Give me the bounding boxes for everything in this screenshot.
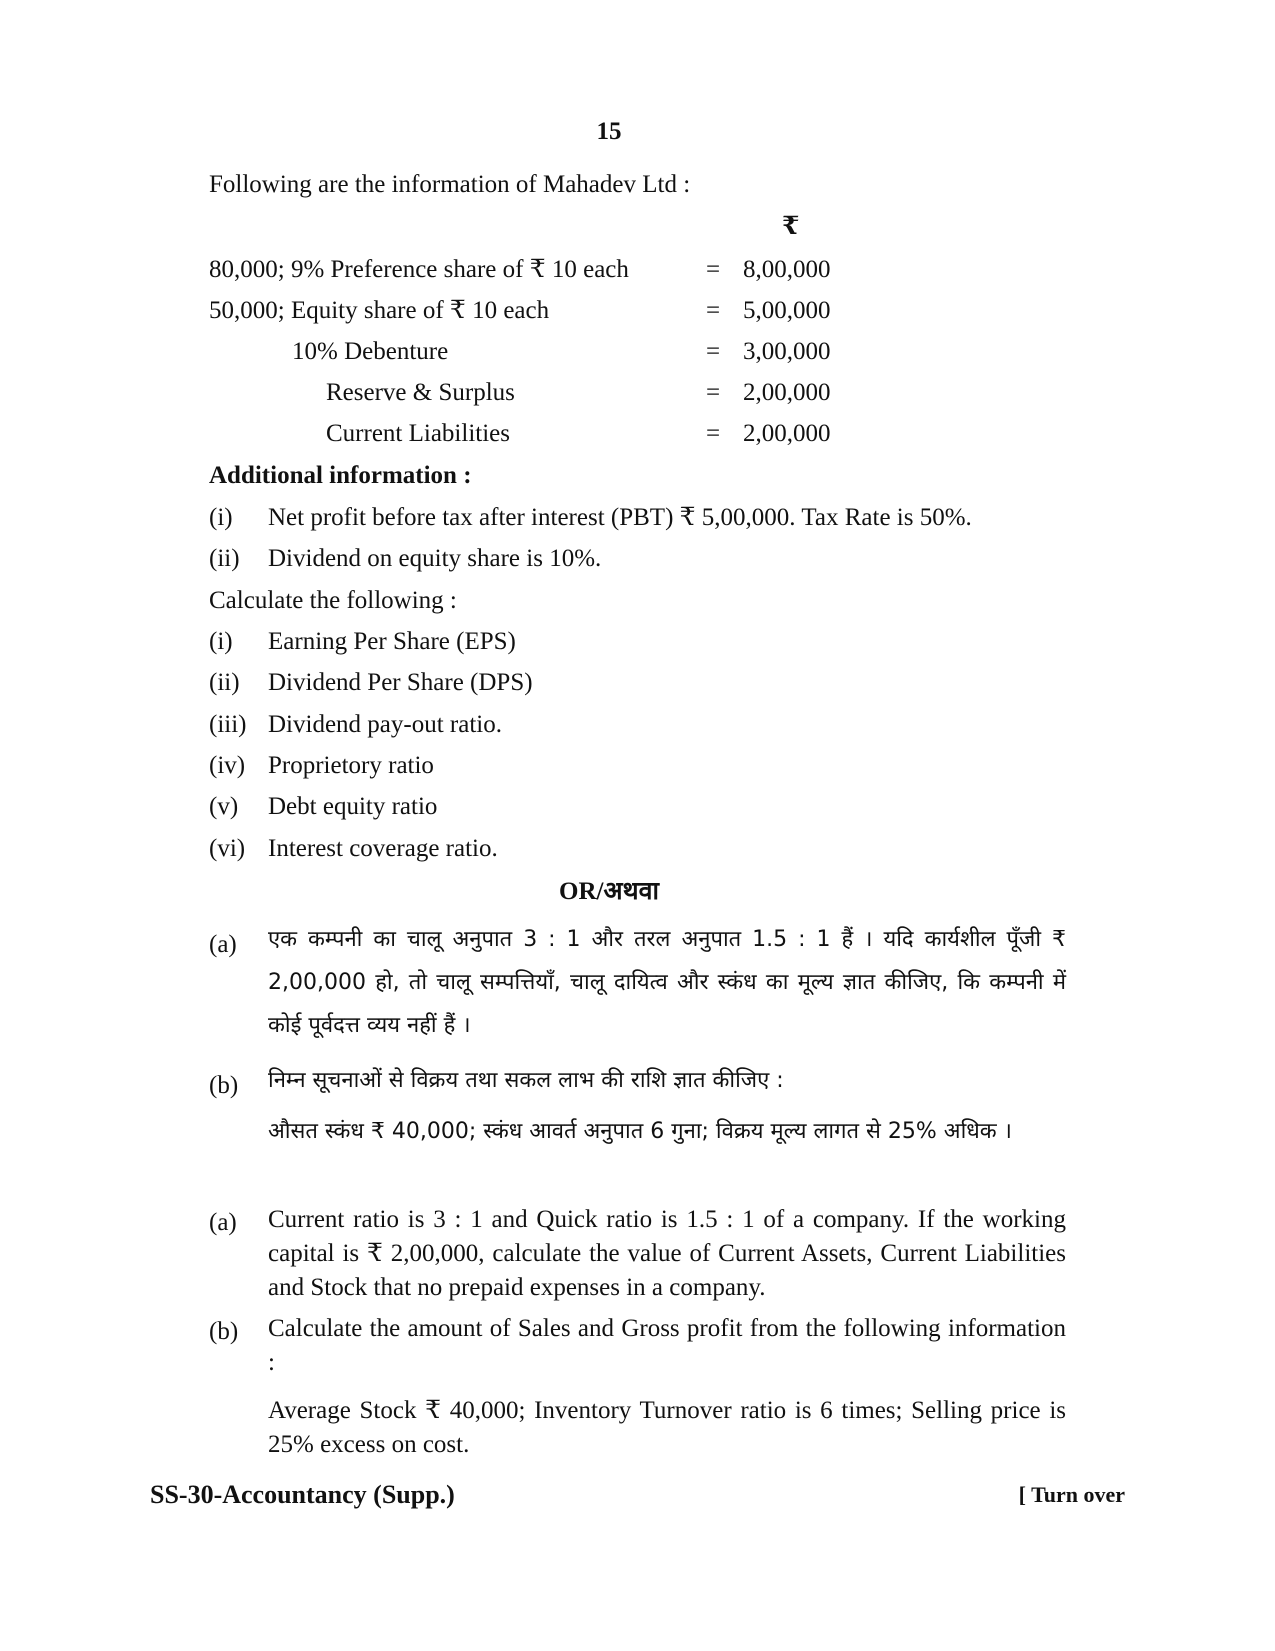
list-item: Proprietory ratio: [268, 752, 434, 779]
list-item: Earning Per Share (EPS): [268, 628, 516, 655]
table-row-equals: =: [706, 338, 721, 365]
list-item-number: (iii): [209, 711, 247, 738]
table-row-label: 80,000; 9% Preference share of ₹ 10 each: [209, 256, 629, 283]
footer-paper-code: SS-30-Accountancy (Supp.): [150, 1480, 455, 1509]
table-row-label: Reserve & Surplus: [326, 379, 515, 406]
footer-turn-over: [ Turn over: [1018, 1482, 1125, 1507]
table-row-label: 10% Debenture: [292, 338, 449, 365]
or-heading: OR/अथवा: [559, 878, 659, 905]
english-question-b-line1: Calculate the amount of Sales and Gross profit from the following information :: [268, 1315, 1066, 1376]
table-row-amount: 8,00,000: [743, 256, 831, 283]
hindi-question-b-line1: निम्न सूचनाओं से विक्रय तथा सकल लाभ की राशि ज्ञात कीजिए :: [268, 1068, 784, 1093]
question-label: (a): [209, 1209, 237, 1236]
list-item: Debt equity ratio: [268, 793, 438, 820]
table-row-label: Current Liabilities: [326, 420, 510, 447]
hindi-question-a: एक कम्पनी का चालू अनुपात 3 : 1 और तरल अनुपात 1.5 : 1 हैं । यदि कार्यशील पूँजी ₹ 2,00,000 हो, तो चालू सम्पत्तियाँ, चालू दायित्व और स्कंध का मूल्य ज्ञात कीजिए, कि कम्पनी में कोई पूर्वदत्त व्यय नहीं हैं ।: [268, 927, 1066, 1038]
list-item: Interest coverage ratio.: [268, 835, 498, 862]
question-label: (b): [209, 1318, 239, 1345]
list-item: Dividend pay-out ratio.: [268, 711, 502, 738]
list-item: Net profit before tax after interest (PBT) ₹ 5,00,000. Tax Rate is 50%.: [268, 504, 972, 531]
question-label: (b): [209, 1072, 239, 1099]
table-row-amount: 2,00,000: [743, 420, 831, 447]
table-row-equals: =: [706, 379, 721, 406]
hindi-question-b-line2: औसत स्कंध ₹ 40,000; स्कंध आवर्त अनुपात 6 गुना; विक्रय मूल्य लागत से 25% अधिक ।: [268, 1119, 1013, 1144]
table-row-equals: =: [706, 297, 721, 324]
table-row-amount: 3,00,000: [743, 338, 831, 365]
table-row-equals: =: [706, 256, 721, 283]
list-item-number: (ii): [209, 545, 240, 572]
additional-info-heading: Additional information :: [209, 462, 472, 489]
list-item-number: (i): [209, 504, 233, 531]
list-item-number: (vi): [209, 835, 246, 862]
english-question-b-line2: Average Stock ₹ 40,000; Inventory Turnover ratio is 6 times; Selling price is 25% excess on cost.: [268, 1397, 1066, 1458]
list-item: Dividend on equity share is 10%.: [268, 545, 602, 572]
page-number: 15: [596, 118, 622, 145]
list-item: Dividend Per Share (DPS): [268, 669, 533, 696]
table-row-label: 50,000; Equity share of ₹ 10 each: [209, 297, 550, 324]
list-item-number: (v): [209, 793, 239, 820]
calculate-heading: Calculate the following :: [209, 587, 457, 614]
table-row-amount: 5,00,000: [743, 297, 831, 324]
intro-text: Following are the information of Mahadev Ltd :: [209, 171, 691, 198]
table-row-equals: =: [706, 420, 721, 447]
question-label: (a): [209, 931, 237, 958]
currency-column-header: ₹: [782, 213, 800, 240]
english-question-a: Current ratio is 3 : 1 and Quick ratio is 1.5 : 1 of a company. If the working capital is ₹ 2,00,000, calculate the value of Current Assets, Current Liabilities and Stock that no prepaid expenses in a company.: [268, 1206, 1066, 1301]
list-item-number: (ii): [209, 669, 240, 696]
list-item-number: (i): [209, 628, 233, 655]
table-row-amount: 2,00,000: [743, 379, 831, 406]
list-item-number: (iv): [209, 752, 246, 779]
